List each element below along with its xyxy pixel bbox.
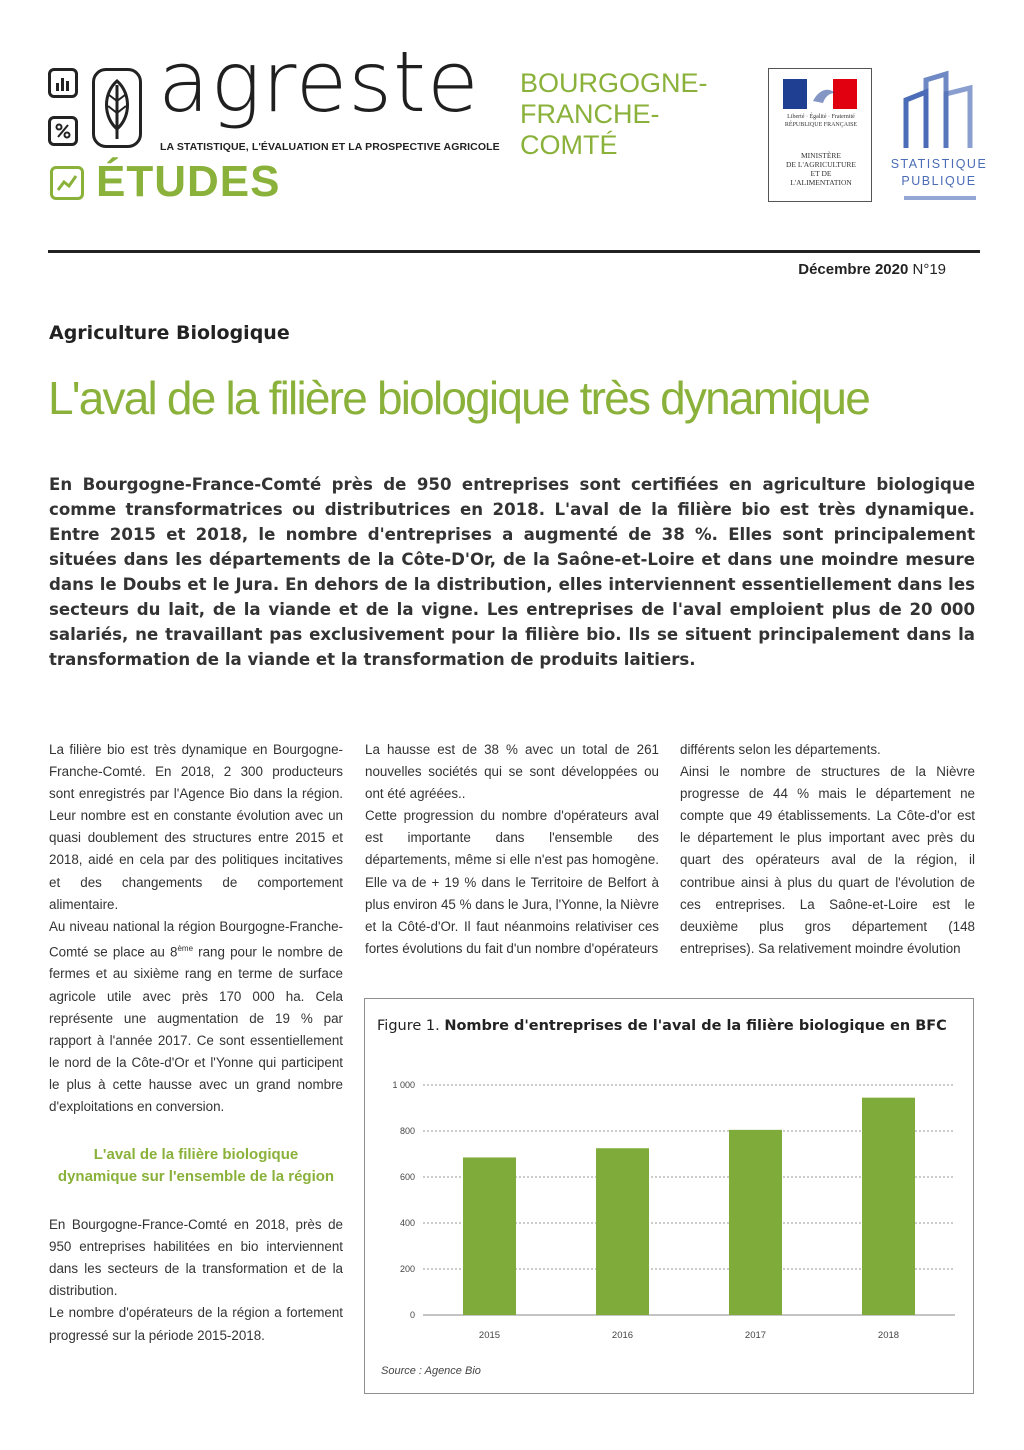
figure-title bbox=[377, 1015, 957, 1037]
stat-underline bbox=[904, 196, 976, 200]
figure-label: Figure 1. bbox=[377, 1018, 440, 1034]
region-line: COMTÉ bbox=[520, 130, 618, 160]
percent-icon bbox=[48, 116, 78, 146]
marianne-flag-icon bbox=[783, 79, 857, 109]
topic-heading: Agriculture Biologique bbox=[49, 322, 290, 344]
y-tick-label: 0 bbox=[409, 1310, 415, 1320]
bar-chart bbox=[365, 999, 972, 1392]
issue-info bbox=[798, 261, 946, 278]
body-text: rang pour le nombre de fermes et au sixième rang en terme de surface agricole utile avec près 170 000 ha. Cela représente une augmentation de 19 % par rapport à l'année 2017. Ce sont essentiellement le nord de la Côte-d'Or et l'Yonne qui participent le plus à cette hausse avec un grand nombre d'exploitations en conversion. bbox=[49, 944, 343, 1114]
body-text: Au niveau national la région Bourgogne-Franche-Comté se place au 8 bbox=[49, 918, 343, 960]
body-paragraph: différents selon les départements. bbox=[680, 742, 881, 757]
page-title: L'aval de la filière biologique très dynamique bbox=[48, 372, 869, 424]
brand-name: agreste bbox=[158, 33, 480, 131]
bar-2017 bbox=[729, 1130, 782, 1315]
bar-2016 bbox=[596, 1148, 649, 1315]
region-line: FRANCHE- bbox=[520, 99, 660, 129]
series-name: ÉTUDES bbox=[96, 157, 281, 206]
ministry-line: L'ALIMENTATION bbox=[790, 178, 852, 187]
statistique-publique-label bbox=[890, 156, 988, 190]
agreste-logo-mark bbox=[48, 68, 148, 148]
region-line: BOURGOGNE- bbox=[520, 68, 708, 98]
y-tick-label: 400 bbox=[399, 1218, 415, 1228]
ministry-motto: Liberté · Égalité · Fraternité bbox=[787, 114, 855, 120]
body-paragraph: La hausse est de 38 % avec un total de 261 nouvelles sociétés qui se sont développées ou ont été agréées.. bbox=[365, 742, 659, 802]
ministry-republic: RÉPUBLIQUE FRANÇAISE bbox=[784, 122, 858, 128]
ministry-line: DE L'AGRICULTURE bbox=[785, 160, 857, 169]
trend-chart-icon bbox=[50, 166, 84, 200]
figure-1 bbox=[364, 998, 974, 1394]
statistique-publique-logo-icon bbox=[900, 70, 978, 150]
body-paragraph: Ainsi le nombre de structures de la Nièvre progresse de 44 % mais le département ne compte que 49 établissements. La Côte-d'or est le département le plus important avec près du quart des opérateurs aval de la région, il contribue ainsi à plus du quart de l'évolution de ces entreprises. La Saône-et-Loire est le deuxième plus gros département (148 entreprises). Sa relativement moindre évolution bbox=[680, 764, 975, 956]
body-column-1 bbox=[49, 739, 343, 1347]
body-paragraph: La filière bio est très dynamique en Bourgogne-Franche-Comté. En 2018, 2 300 producteurs sont enregistrés par l'Agence Bio dans la région. Leur nombre est en constante évolution avec un quasi doublement des structures entre 2015 et 2018, aidé en cela par des politiques incitatives et des changements de comportement alimentaire. bbox=[49, 742, 343, 912]
region-name bbox=[520, 68, 708, 161]
stat-line: PUBLIQUE bbox=[901, 174, 977, 188]
lead-paragraph: En Bourgogne-France-Comté près de 950 entreprises sont certifiées en agriculture biologique comme transformatrices ou distributrices en 2018. L'aval de la filière bio est très dynamique. Entre 2015 et 2018, le nombre d'entreprises a augmenté de 38 %. Elles sont principalement situées dans les départements de la Côte-D'Or, de la Saône-et-Loire et dans une moindre mesure dans le Doubs et le Jura. En dehors de la distribution, elles interviennent essentiellement dans les secteurs du lait, de la viande et de la vigne. Les entreprises de l'aval emploient plus de 20 000 salariés, ne travaillant pas exclusivement pour la filière bio. Ils se situent principalement dans la transformation de la viande et la transformation de produits laitiers. bbox=[49, 475, 975, 669]
y-tick-label: 600 bbox=[399, 1172, 415, 1182]
x-tick-label: 2015 bbox=[478, 1330, 501, 1341]
ministry-line: MINISTÈRE bbox=[801, 151, 841, 160]
ordinal-suffix: ème bbox=[177, 943, 194, 953]
figure-source: Source : Agence Bio bbox=[381, 1365, 481, 1377]
leaf-icon bbox=[92, 68, 142, 148]
y-tick-label: 1 000 bbox=[392, 1080, 415, 1090]
figure-caption: Nombre d'entreprises de l'aval de la filière biologique en BFC bbox=[444, 1018, 947, 1034]
brand-tagline: LA STATISTIQUE, L'ÉVALUATION ET LA PROSPECTIVE AGRICOLE bbox=[160, 141, 500, 153]
y-tick-label: 200 bbox=[399, 1264, 415, 1274]
bar-2018 bbox=[862, 1098, 915, 1315]
body-column-2 bbox=[365, 739, 659, 960]
x-tick-label: 2018 bbox=[877, 1330, 900, 1341]
bar-2015 bbox=[463, 1157, 516, 1315]
body-paragraph: Le nombre d'opérateurs de la région a fortement progressé sur la période 2015-2018. bbox=[49, 1305, 343, 1343]
bar-chart-icon bbox=[48, 68, 78, 98]
section-subheading: L'aval de la filière biologique dynamique sur l'ensemble de la région bbox=[57, 1146, 335, 1186]
y-tick-label: 800 bbox=[399, 1126, 415, 1136]
ministry-logo bbox=[768, 68, 872, 202]
x-tick-label: 2016 bbox=[611, 1330, 634, 1341]
issue-date: Décembre 2020 bbox=[798, 261, 909, 278]
x-tick-label: 2017 bbox=[744, 1330, 767, 1341]
body-column-3 bbox=[680, 739, 975, 960]
body-paragraph bbox=[49, 916, 343, 1118]
header-divider bbox=[48, 250, 980, 253]
issue-number: N°19 bbox=[912, 261, 946, 278]
body-paragraph: En Bourgogne-France-Comté en 2018, près de 950 entreprises habilitées en bio interviennent dans les secteurs de la transformation et de la distribution. bbox=[49, 1217, 343, 1299]
ministry-line: ET DE bbox=[810, 169, 832, 178]
stat-line: STATISTIQUE bbox=[890, 157, 988, 171]
body-paragraph: Cette progression du nombre d'opérateurs aval est importante dans l'ensemble des départements, même si elle n'est pas homogène. Elle va de + 19 % dans le Territoire de Belfort à plus environ 45 % dans le Jura, l'Yonne, la Nièvre et la Côté-d'Or. Il faut néanmoins relativiser ces fortes évolutions du fait d'un nombre d'opérateurs bbox=[365, 808, 659, 956]
